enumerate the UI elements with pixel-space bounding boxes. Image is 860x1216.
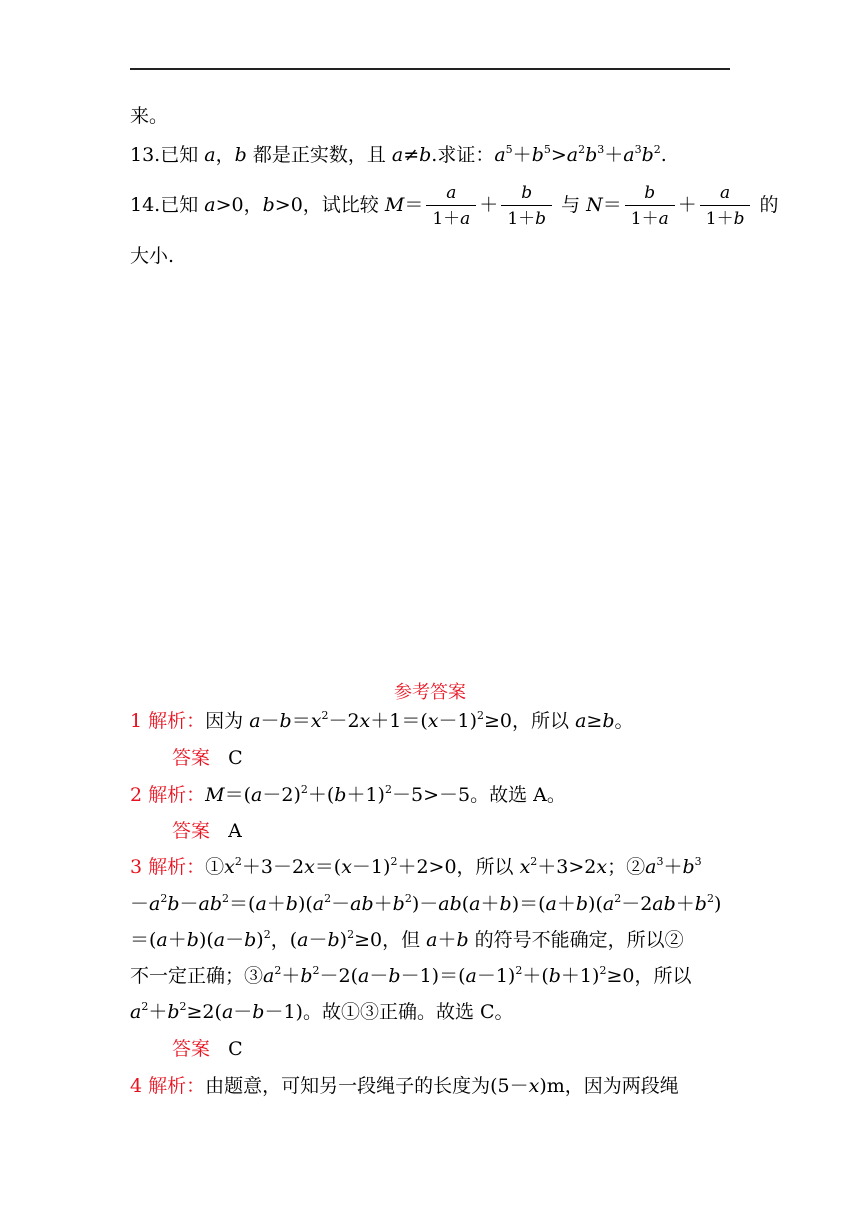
solution-1: 1 解析：因为 $a-b=x^2-2x+1=(x-1)^2\ge 0$，所以 a≥b。 <box>130 709 634 732</box>
fraction: $\frac{b}{1+b}$ <box>501 182 552 230</box>
solution-3-line-5: $a^2+b^2\ge 2(a-b-1)$。故①③正确。故选 C。 <box>130 1000 514 1023</box>
problem-14: 14.已知 a>0，b>0，试比较 M＝ $\frac{a}{1+a}$ ＋ $\frac{b}{1+b}$ 与 N＝ $\frac{b}{1+a}$ ＋ $\frac{a}{1+b}$ 的 <box>130 183 779 229</box>
problem-13: 13.已知 a，b 都是正实数，且 a≠b.求证：$a^5+b^5>a^2b^3+a^3b^2$. <box>130 143 667 166</box>
problem-14-continued: 大小. <box>130 245 175 267</box>
fraction: $\frac{a}{1+a}$ <box>426 182 476 230</box>
answer-1: 答案 C <box>172 747 243 769</box>
fraction: $\frac{a}{1+b}$ <box>700 182 751 230</box>
solution-2: 2 解析：$M=(a-2)^2+(b+1)^2-5>-5$。故选 A。 <box>130 783 566 806</box>
text-line-continued: 来。 <box>130 105 169 127</box>
solution-3-line-1: 3 解析：$①x^2+3-2x=(x-1)^2+2>0$，所以 $x^2+3>2x$；$②a^3+b^3$ <box>130 855 702 878</box>
fraction: $\frac{b}{1+a}$ <box>625 182 675 230</box>
solution-4: 4 解析：由题意，可知另一段绳子的长度为(5－x)m，因为两段绳 <box>130 1075 679 1097</box>
answer-2: 答案 A <box>172 820 242 842</box>
solution-3-line-3: $=(a+b)(a-b)^2$，$(a-b)^2\ge 0$，但 a＋b 的符号不能确定，所以② <box>130 928 684 951</box>
header-rule <box>130 68 730 70</box>
solution-3-line-4: 不一定正确；$③a^2+b^2-2(a-b-1)=(a-1)^2+(b+1)^2\ge 0$，所以 <box>130 964 692 987</box>
answers-heading: 参考答案 <box>394 682 466 703</box>
solution-3-line-2: $-a^2b-ab^2=(a+b)(a^2-ab+b^2)-ab(a+b)=(a+b)(a^2-2ab+b^2)$ <box>130 892 722 915</box>
answer-3: 答案 C <box>172 1038 243 1060</box>
